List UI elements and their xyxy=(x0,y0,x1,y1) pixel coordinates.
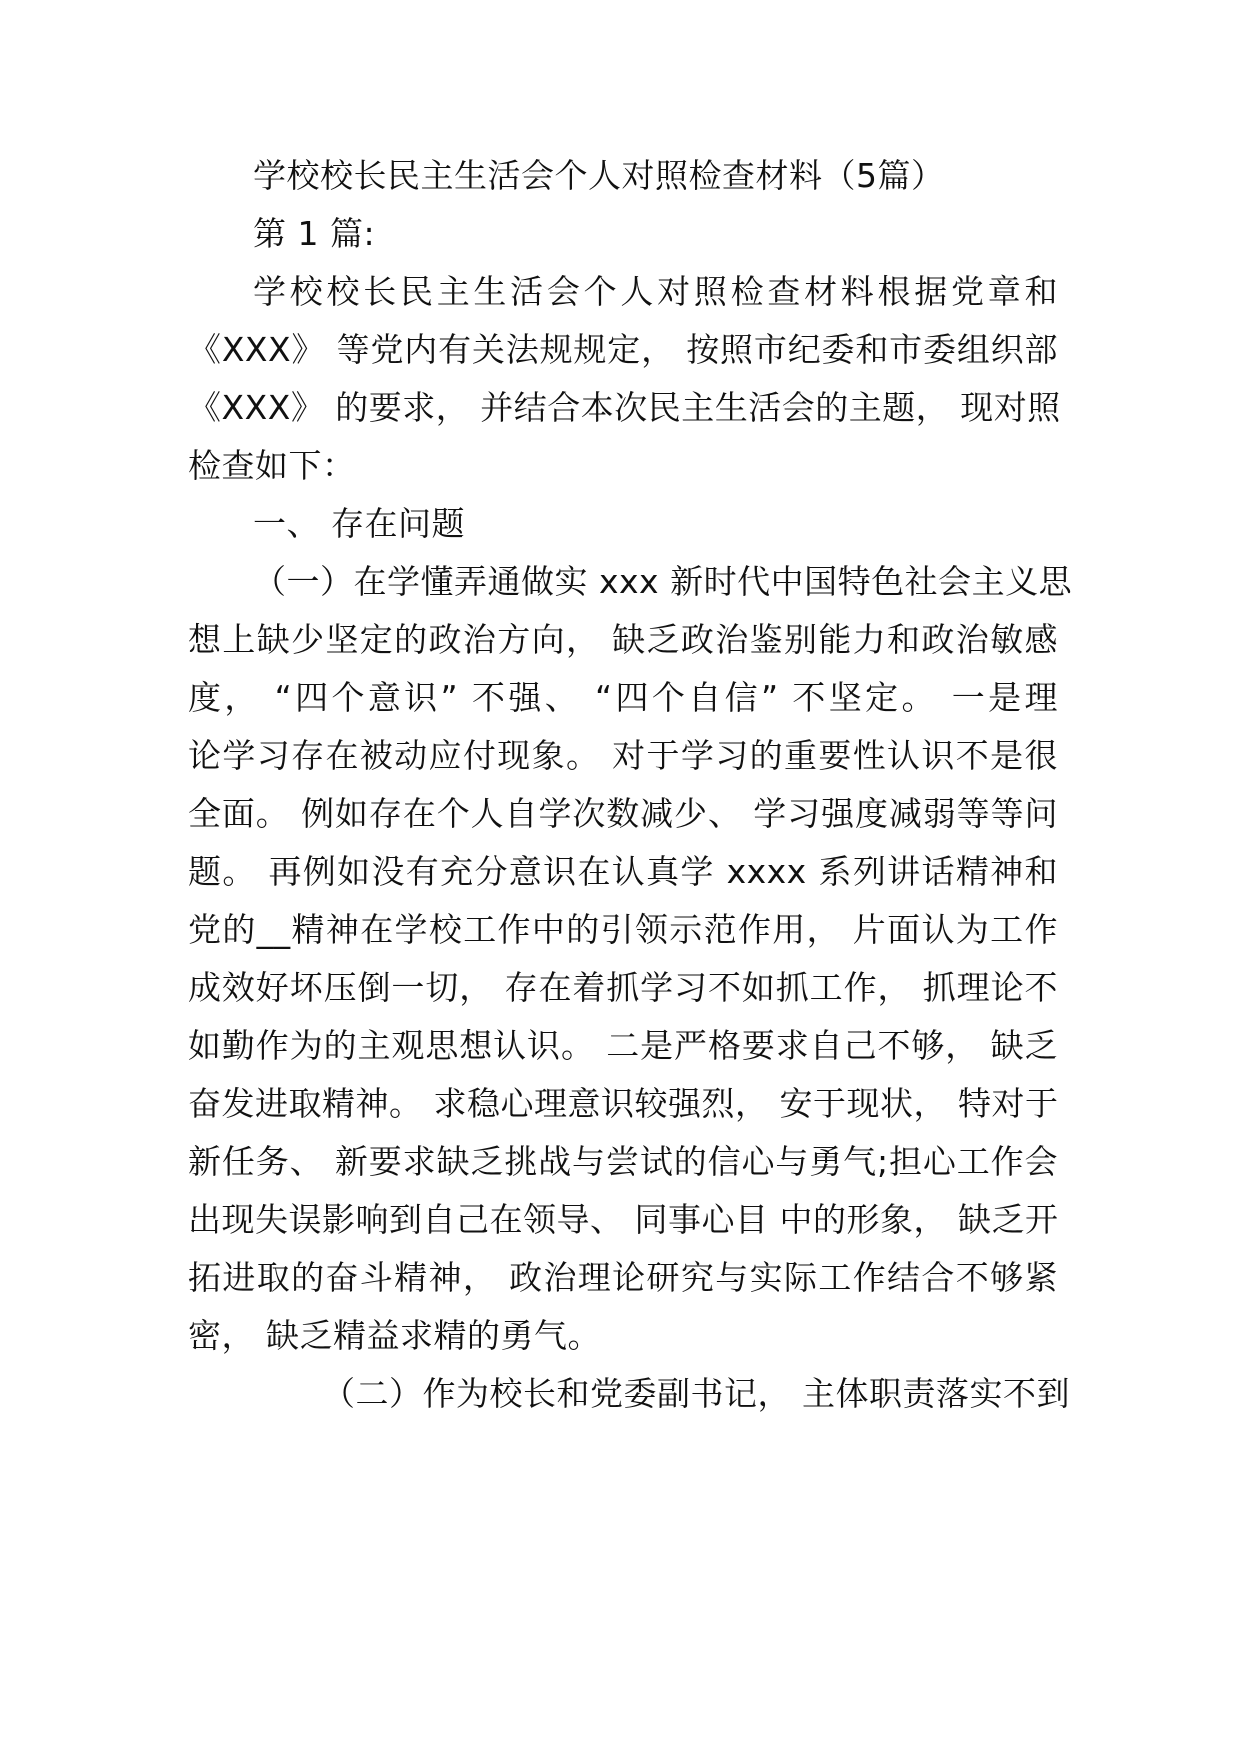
paragraph-line: （一）在学懂弄通做实 xxx 新时代中国特色社会主义思 xyxy=(253,562,1073,601)
paragraph-line: 奋发进取精神。 求稳心理意识较强烈， 安于现状， 特对于 xyxy=(188,1084,1059,1123)
paragraph-line: 拓进取的奋斗精神， 政治理论研究与实际工作结合不够紧 xyxy=(188,1258,1058,1297)
paragraph-line: 题。 再例如没有充分意识在认真学 xxxx 系列讲话精神和 xyxy=(188,852,1058,891)
paragraph-line: 密， 缺乏精益求精的勇气。 xyxy=(188,1316,601,1355)
paragraph-line: 新任务、 新要求缺乏挑战与尝试的信心与勇气;担心工作会 xyxy=(188,1142,1058,1181)
paragraph-line: 论学习存在被动应付现象。 对于学习的重要性认识不是很 xyxy=(188,736,1058,775)
intro-line: 《XXX》 等党内有关法规规定， 按照市纪委和市委组织部 xyxy=(188,330,1058,369)
intro-line: 学校校长民主生活会个人对照检查材料根据党章和 xyxy=(253,272,1058,311)
paragraph-line: （二）作为校长和党委副书记， 主体职责落实不到 xyxy=(322,1374,1070,1413)
paragraph-line: 想上缺少坚定的政治方向， 缺乏政治鉴别能力和政治敏感 xyxy=(188,620,1058,659)
paragraph-line: 度， “四个意识” 不强、 “四个自信” 不坚定。 一是理 xyxy=(188,678,1058,717)
paragraph-line: 如勤作为的主观思想认识。 二是严格要求自己不够， 缺乏 xyxy=(188,1026,1058,1065)
paragraph-line: 全面。 例如存在个人自学次数减少、 学习强度减弱等等问 xyxy=(188,794,1058,833)
paragraph-line: 成效好坏压倒一切， 存在着抓学习不如抓工作， 抓理论不 xyxy=(188,968,1058,1007)
intro-line: 检查如下： xyxy=(188,446,356,485)
part-label: 第 1 篇: xyxy=(253,214,376,253)
paragraph-line: 出现失误影响到自己在领导、 同事心目 中的形象， 缺乏开 xyxy=(188,1200,1059,1239)
document-title: 学校校长民主生活会个人对照检查材料（5篇） xyxy=(253,156,945,195)
section-heading: 一、 存在问题 xyxy=(253,504,465,543)
intro-line: 《XXX》 的要求， 并结合本次民主生活会的主题， 现对照 xyxy=(188,388,1061,427)
paragraph-line: 党的__精神在学校工作中的引领示范作用， 片面认为工作 xyxy=(188,910,1058,949)
